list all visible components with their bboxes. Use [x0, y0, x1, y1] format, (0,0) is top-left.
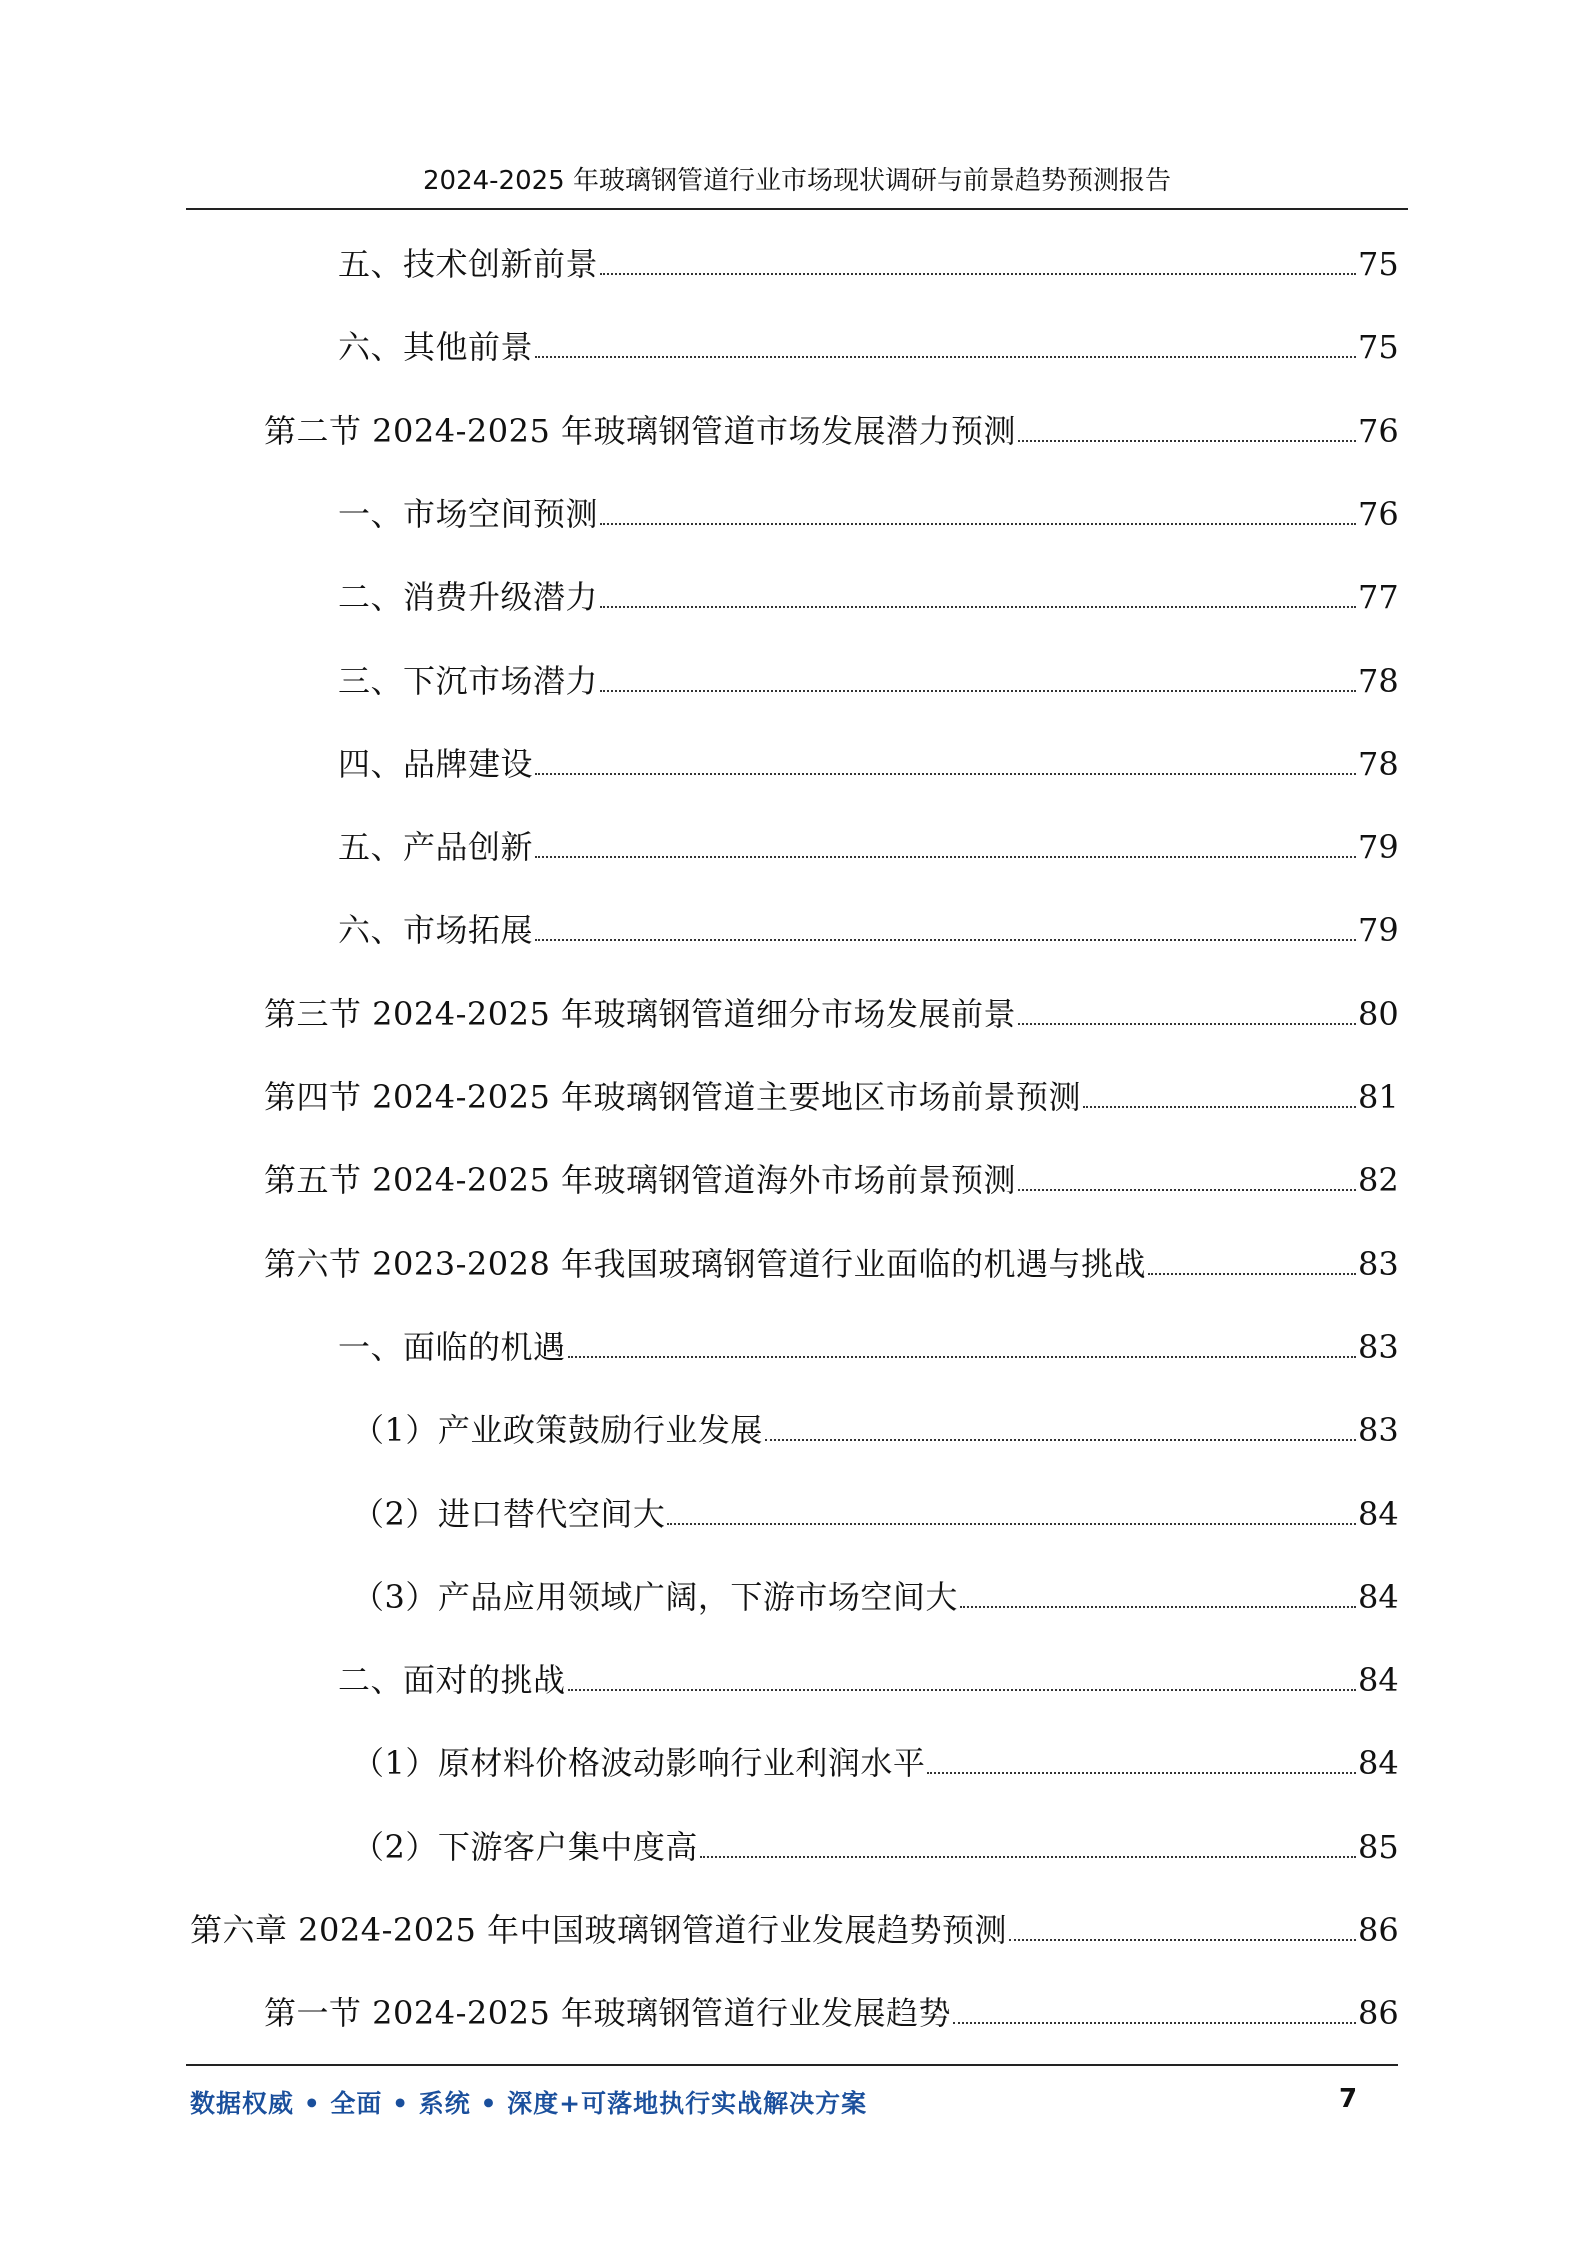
- toc-entry[interactable]: [0, 1809, 1586, 1869]
- toc-entry[interactable]: [0, 1642, 1586, 1702]
- toc-entry[interactable]: [0, 1059, 1586, 1119]
- toc-entry[interactable]: [0, 1725, 1586, 1785]
- toc-entry[interactable]: [0, 1392, 1586, 1452]
- toc-entry-page-number: 78: [1358, 744, 1399, 783]
- toc-dot-leader: [568, 1689, 1356, 1691]
- toc-entry-page-number: 76: [1358, 494, 1399, 533]
- toc-entry[interactable]: [0, 1142, 1586, 1202]
- toc-entry-title: 第五节 2024-2025 年玻璃钢管道海外市场前景预测: [264, 1161, 1017, 1200]
- toc-entry-page-number: 83: [1358, 1327, 1399, 1366]
- toc-entry-page-number: 86: [1358, 1911, 1399, 1949]
- toc-entry-page-number: 81: [1358, 1078, 1399, 1116]
- toc-entry[interactable]: [0, 1476, 1586, 1536]
- toc-entry-title: 第六章 2024-2025 年中国玻璃钢管道行业发展趋势预测: [190, 1911, 1008, 1949]
- toc-dot-leader: [960, 1606, 1356, 1608]
- toc-entry[interactable]: [0, 476, 1586, 536]
- toc-dot-leader: [600, 273, 1356, 275]
- toc-entry-title: （2）进口替代空间大: [352, 1494, 666, 1533]
- toc-entry-page-number: 79: [1358, 828, 1399, 867]
- toc-entry-title: （1）原材料价格波动影响行业利润水平: [352, 1744, 926, 1783]
- page-header-title: 2024-2025 年玻璃钢管道行业市场现状调研与前景趋势预测报告: [423, 166, 1171, 196]
- toc-dot-leader: [600, 690, 1356, 692]
- toc-dot-leader: [1018, 1189, 1356, 1191]
- toc-dot-leader: [927, 1772, 1356, 1774]
- footer-page-number: 7: [1338, 2084, 1358, 2114]
- toc-dot-leader: [1009, 1939, 1356, 1941]
- toc-dot-leader: [535, 356, 1356, 358]
- toc-dot-leader: [1083, 1106, 1356, 1108]
- toc-entry[interactable]: [0, 1309, 1586, 1369]
- toc-entry-title: 第二节 2024-2025 年玻璃钢管道市场发展潜力预测: [264, 411, 1017, 450]
- toc-entry-title: 二、面对的挑战: [338, 1661, 566, 1700]
- toc-dot-leader: [600, 523, 1356, 525]
- toc-entry-page-number: 85: [1358, 1827, 1399, 1866]
- toc-entry[interactable]: [0, 309, 1586, 369]
- toc-entry[interactable]: [0, 976, 1586, 1036]
- toc-entry[interactable]: [0, 559, 1586, 619]
- toc-entry-title: （3）产品应用领域广阔，下游市场空间大: [352, 1577, 958, 1616]
- toc-entry-page-number: 86: [1358, 1994, 1399, 2033]
- toc-dot-leader: [600, 606, 1356, 608]
- toc-entry-title: 第三节 2024-2025 年玻璃钢管道细分市场发展前景: [264, 994, 1017, 1033]
- toc-dot-leader: [568, 1356, 1356, 1358]
- toc-entry-title: 四、品牌建设: [338, 744, 534, 783]
- toc-entry[interactable]: [0, 393, 1586, 453]
- toc-entry-page-number: 83: [1358, 1411, 1399, 1450]
- footer-divider: [186, 2064, 1398, 2066]
- toc-entry-page-number: 84: [1358, 1577, 1399, 1616]
- toc-entry-title: 三、下沉市场潜力: [338, 661, 599, 700]
- toc-entry-page-number: 84: [1358, 1494, 1399, 1533]
- toc-entry[interactable]: [0, 809, 1586, 869]
- toc-entry-page-number: 84: [1358, 1744, 1399, 1783]
- toc-dot-leader: [1018, 1023, 1356, 1025]
- toc-entry-title: 六、其他前景: [338, 328, 534, 367]
- toc-entry-page-number: 80: [1358, 994, 1399, 1033]
- toc-entry-page-number: 79: [1358, 911, 1399, 950]
- toc-entry-page-number: 75: [1358, 328, 1399, 367]
- toc-dot-leader: [535, 856, 1356, 858]
- footer-slogan: 数据权威 • 全面 • 系统 • 深度+可落地执行实战解决方案: [190, 2089, 868, 2118]
- toc-entry-page-number: 84: [1358, 1661, 1399, 1700]
- toc-entry[interactable]: [0, 1892, 1586, 1952]
- toc-dot-leader: [1148, 1273, 1356, 1275]
- toc-entry-title: 二、消费升级潜力: [338, 578, 599, 617]
- toc-entry-title: 一、市场空间预测: [338, 494, 599, 533]
- toc-entry[interactable]: [0, 1226, 1586, 1286]
- toc-entry-page-number: 77: [1358, 578, 1399, 617]
- toc-entry-page-number: 82: [1358, 1161, 1399, 1200]
- toc-entry-page-number: 78: [1358, 661, 1399, 700]
- toc-entry-title: 第四节 2024-2025 年玻璃钢管道主要地区市场前景预测: [264, 1078, 1082, 1116]
- toc-dot-leader: [1018, 440, 1356, 442]
- toc-entry[interactable]: [0, 892, 1586, 952]
- toc-dot-leader: [700, 1856, 1356, 1858]
- toc-entry[interactable]: [0, 1559, 1586, 1619]
- toc-dot-leader: [535, 773, 1356, 775]
- toc-entry-title: 第一节 2024-2025 年玻璃钢管道行业发展趋势: [264, 1994, 952, 2033]
- toc-entry-title: （2）下游客户集中度高: [352, 1827, 698, 1866]
- toc-dot-leader: [765, 1439, 1356, 1441]
- toc-entry-title: 六、市场拓展: [338, 911, 534, 950]
- toc-entry-title: 第六节 2023-2028 年我国玻璃钢管道行业面临的机遇与挑战: [264, 1244, 1147, 1283]
- toc-entry-title: 五、技术创新前景: [338, 245, 599, 283]
- toc-entry-page-number: 83: [1358, 1244, 1399, 1283]
- toc-entry[interactable]: [0, 226, 1586, 286]
- toc-dot-leader: [667, 1523, 1356, 1525]
- header-divider: [186, 208, 1408, 210]
- toc-entry-page-number: 76: [1358, 411, 1399, 450]
- toc-dot-leader: [535, 939, 1356, 941]
- toc-entry[interactable]: [0, 643, 1586, 703]
- toc-entry[interactable]: [0, 726, 1586, 786]
- toc-entry[interactable]: [0, 1975, 1586, 2035]
- toc-entry-title: （1）产业政策鼓励行业发展: [352, 1411, 763, 1450]
- toc-entry-page-number: 75: [1358, 245, 1399, 283]
- toc-dot-leader: [953, 2022, 1356, 2024]
- toc-entry-title: 一、面临的机遇: [338, 1327, 566, 1366]
- toc-entry-title: 五、产品创新: [338, 828, 534, 867]
